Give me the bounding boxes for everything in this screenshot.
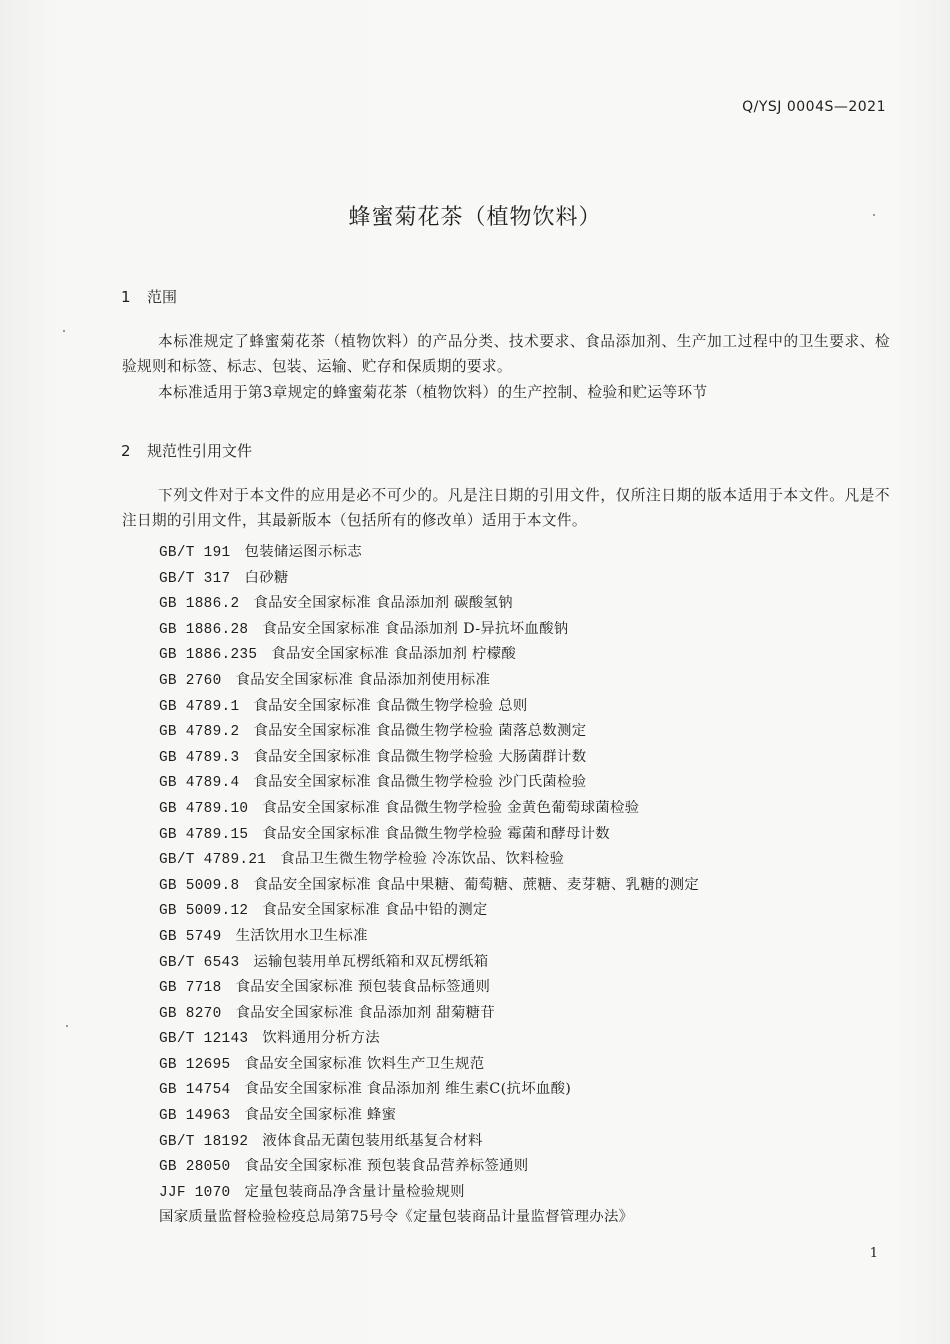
- reference-title: 食品安全国家标准 食品添加剂 D-异抗坏血酸钠: [262, 620, 569, 637]
- section-number: 2: [121, 442, 131, 460]
- reference-title: 食品安全国家标准 预包装食品标签通则: [235, 979, 491, 996]
- document-title: 蜂蜜菊花茶（植物饮料）: [348, 205, 602, 230]
- reference-item: [159, 745, 699, 771]
- reference-item: [159, 1129, 699, 1155]
- reference-code: GB 4789.4: [159, 775, 240, 792]
- section-title: 范围: [147, 288, 178, 306]
- reference-title: 食品安全国家标准 蜂蜜: [244, 1107, 397, 1124]
- reference-title: 饮料通用分析方法: [262, 1030, 380, 1047]
- reference-code: GB 4789.10: [159, 800, 249, 817]
- reference-code: GB/T 317: [159, 570, 231, 587]
- section-number: 1: [121, 288, 131, 306]
- reference-title: 食品安全国家标准 饮料生产卫生规范: [244, 1055, 485, 1072]
- reference-code: GB 1886.28: [159, 621, 249, 638]
- reference-code: JJF 1070: [159, 1184, 231, 1201]
- reference-code: GB 4789.1: [159, 698, 240, 715]
- reference-code: GB 4789.3: [159, 749, 240, 766]
- reference-title: 食品安全国家标准 食品中铅的测定: [262, 902, 488, 919]
- reference-title: 运输包装用单瓦楞纸箱和双瓦楞纸箱: [253, 953, 489, 970]
- scope-paragraph-2: 本标准适用于第3章规定的蜂蜜菊花茶（植物饮料）的生产控制、检验和贮运等环节: [158, 384, 708, 401]
- reference-code: GB 1886.235: [159, 647, 258, 664]
- reference-title: 食品安全国家标准 食品微生物学检验 总则: [253, 697, 528, 714]
- reference-item: [159, 950, 699, 976]
- section-heading-scope: [121, 286, 177, 307]
- reference-code: GB/T 6543: [159, 954, 240, 971]
- reference-item: [159, 1103, 699, 1129]
- reference-item: [159, 694, 699, 720]
- reference-item: [159, 898, 699, 924]
- page-number: 1: [869, 1246, 878, 1261]
- reference-item: [159, 924, 699, 950]
- reference-title: 国家质量监督检验检疫总局第75号令《定量包装商品计量监督管理办法》: [159, 1209, 634, 1226]
- reference-code: GB/T 191: [159, 545, 231, 561]
- reference-title: 食品安全国家标准 食品中果糖、葡萄糖、蔗糖、麦芽糖、乳糖的测定: [253, 876, 700, 893]
- reference-item: [159, 1077, 699, 1103]
- reference-item: [159, 566, 699, 592]
- reference-item: [159, 540, 699, 566]
- reference-code: GB 14754: [159, 1082, 231, 1099]
- reference-code: GB 4789.2: [159, 724, 240, 741]
- document-code: Q/YSJ 0004S—2021: [742, 99, 886, 115]
- reference-title: 食品卫生微生物学检验 冷冻饮品、饮料检验: [280, 851, 565, 868]
- reference-code: GB 4789.15: [159, 826, 249, 843]
- reference-list: [159, 540, 699, 1231]
- reference-item: [159, 1154, 699, 1180]
- reference-title: 定量包装商品净含量计量检验规则: [244, 1183, 465, 1200]
- reference-item: [159, 822, 699, 848]
- reference-item: [159, 668, 699, 694]
- reference-code: GB 1886.2: [159, 596, 240, 613]
- reference-item: [159, 1052, 699, 1078]
- reference-item: [159, 617, 699, 643]
- reference-title: 液体食品无菌包装用纸基复合材料: [262, 1132, 483, 1149]
- reference-title: 食品安全国家标准 食品添加剂 甜菊糖苷: [235, 1004, 496, 1021]
- reference-title: 食品安全国家标准 食品微生物学检验 金黄色葡萄球菌检验: [262, 799, 640, 816]
- reference-code: GB/T 4789.21: [159, 852, 267, 869]
- reference-code: GB 12695: [159, 1056, 231, 1073]
- reference-item: [159, 796, 699, 822]
- reference-item: [159, 1180, 699, 1206]
- reference-item: [159, 975, 699, 1001]
- reference-item: [159, 1026, 699, 1052]
- reference-title: 食品安全国家标准 食品微生物学检验 霉菌和酵母计数: [262, 825, 610, 842]
- reference-code: GB 2760: [159, 672, 222, 689]
- reference-item: [159, 1001, 699, 1027]
- reference-code: GB 5009.12: [159, 903, 249, 920]
- reference-title: 包装储运图示标志: [244, 544, 363, 560]
- scan-speck: [66, 1025, 68, 1027]
- reference-item: [159, 873, 699, 899]
- reference-code: GB 28050: [159, 1159, 231, 1176]
- reference-item: [159, 719, 699, 745]
- reference-item: [159, 847, 699, 873]
- reference-title: 食品安全国家标准 预包装食品营养标签通则: [244, 1158, 529, 1175]
- reference-item: [159, 770, 699, 796]
- reference-title: 食品安全国家标准 食品微生物学检验 沙门氏菌检验: [253, 774, 587, 791]
- reference-code: GB 7718: [159, 980, 222, 997]
- reference-title: 食品安全国家标准 食品添加剂 维生素C(抗坏血酸): [244, 1081, 572, 1098]
- reference-item: [159, 591, 699, 617]
- reference-item: [159, 642, 699, 668]
- reference-title: 生活饮用水卫生标准: [235, 927, 368, 944]
- reference-title: 食品安全国家标准 食品添加剂 碳酸氢钠: [253, 595, 513, 612]
- section-title: 规范性引用文件: [147, 442, 253, 460]
- scan-speck: [63, 330, 65, 332]
- reference-title: 食品安全国家标准 食品添加剂 柠檬酸: [271, 646, 517, 663]
- scope-paragraph-1: 本标准规定了蜂蜜菊花茶（植物饮料）的产品分类、技术要求、食品添加剂、生产加工过程中的卫生要求、检验规则和标签、标志、包装、运输、贮存和保质期的要求。: [122, 333, 890, 375]
- reference-title: 食品安全国家标准 食品微生物学检验 菌落总数测定: [253, 723, 587, 740]
- reference-code: GB/T 12143: [159, 1031, 249, 1048]
- reference-code: GB 8270: [159, 1005, 222, 1022]
- scan-speck: [873, 214, 875, 216]
- reference-code: GB/T 18192: [159, 1133, 249, 1150]
- reference-title: 白砂糖: [244, 569, 289, 586]
- reference-code: GB 5009.8: [159, 877, 240, 894]
- reference-title: 食品安全国家标准 食品添加剂使用标准: [235, 671, 491, 688]
- reference-code: GB 14963: [159, 1108, 231, 1125]
- reference-code: GB 5749: [159, 928, 222, 945]
- references-intro-paragraph: 下列文件对于本文件的应用是必不可少的。凡是注日期的引用文件，仅所注日期的版本适用于本文件。凡是不注日期的引用文件，其最新版本（包括所有的修改单）适用于本文件。: [122, 487, 890, 529]
- section-heading-normative-references: [121, 440, 252, 461]
- reference-item: [159, 1205, 699, 1231]
- reference-title: 食品安全国家标准 食品微生物学检验 大肠菌群计数: [253, 748, 587, 765]
